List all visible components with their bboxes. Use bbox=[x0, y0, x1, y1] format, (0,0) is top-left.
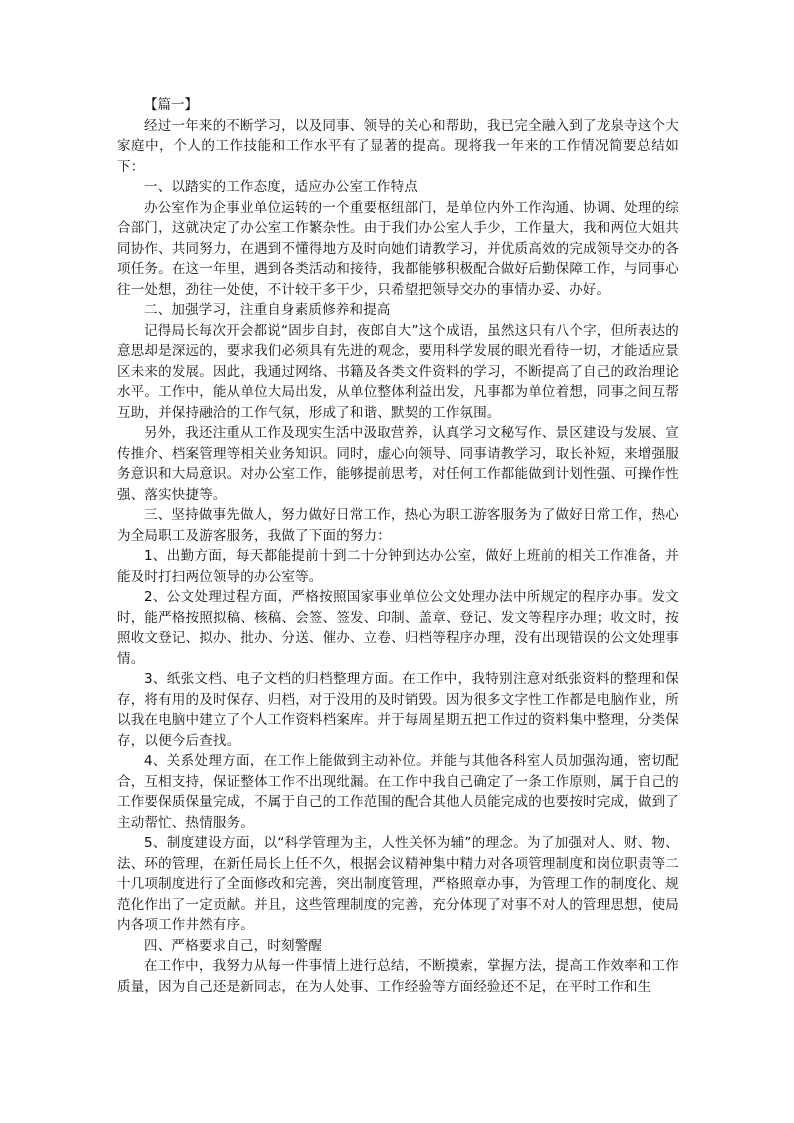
list-item-3: 3、纸张文档、电子文档的归档整理方面。在工作中，我特别注意对纸张资料的整理和保存，将有用的及时保存、归档，对于没用的及时销毁。因为很多文字性工作都是电脑作业，所以我在电脑中建立了个人工作资料档案库。并于每周星期五把工作过的资料集中整理，分类保存，以便今后查找。 bbox=[117, 671, 679, 749]
section-heading-4: 四、严格要求自己，时刻警醒 bbox=[144, 937, 323, 954]
section-heading-3: 三、坚持做事先做人，努力做好日常工作，热心为职工游客服务为了做好日常工作，热心为全局职工及游客服务，我做了下面的努力： bbox=[117, 507, 679, 544]
body-paragraph: 记得局长每次开会都说“固步自封，夜郎自大”这个成语，虽然这只有八个字，但所表达的意思却是深远的，要求我们必须具有先进的观念，要用科学发展的眼光看待一切，才能适应景区未来的发展。因此，我通过网络、书籍及各类文件资料的学习，不断提高了自己的政治理论水平。工作中，能从单位大局出发，从单位整体利益出发，凡事都为单位着想，同事之间互帮互助，并保持融洽的工作气氛，形成了和谐、默契的工作氛围。 bbox=[117, 322, 679, 421]
list-item-1: 1、出勤方面，每天都能提前十到二十分钟到达办公室，做好上班前的相关工作准备，并能及时打扫两位领导的办公室等。 bbox=[117, 548, 679, 585]
section-heading-2: 二、加强学习，注重自身素质修养和提高 bbox=[144, 302, 391, 318]
section-label: 【篇一】 bbox=[144, 97, 198, 113]
list-item-4: 4、关系处理方面，在工作上能做到主动补位。并能与其他各科室人员加强沟通，密切配合，互相支持，保证整体工作不出现纰漏。在工作中我自己确定了一条工作原则，属于自己的工作要保质保量完成，不属于自己的工作范围的配合其他人员能完成的也要按时完成，做到了主动帮忙、热情服务。 bbox=[117, 753, 679, 831]
body-paragraph: 在工作中，我努力从每一件事情上进行总结，不断摸索，掌握方法，提高工作效率和工作质量，因为自己还是新同志，在为人处事、工作经验等方面经验还不足，在平时工作和生 bbox=[117, 958, 679, 995]
body-paragraph: 另外，我还注重从工作及现实生活中汲取营养，认真学习文秘写作、景区建设与发展、宣传推介、档案管理等相关业务知识。同时，虚心向领导、同事请教学习，取长补短，来增强服务意识和大局意识。对办公室工作，能够提前思考，对任何工作都能做到计划性强、可操作性强、落实快捷等。 bbox=[117, 425, 679, 503]
document-page bbox=[117, 95, 679, 997]
list-item-5: 5、制度建设方面，以“科学管理为主，人性关怀为辅”的理念。为了加强对人、财、物、法、环的管理，在新任局长上任不久，根据会议精神集中精力对各项管理制度和岗位职责等二十几项制度进行了全面修改和完善，突出制度管理，严格照章办事，为管理工作的制度化、规范化作出了一定贡献。并且，这些管理制度的完善，充分体现了对事不对人的管理思想，使局内各项工作井然有序。 bbox=[117, 835, 679, 933]
intro-paragraph: 经过一年来的不断学习，以及同事、领导的关心和帮助，我已完全融入到了龙泉寺这个大家庭中，个人的工作技能和工作水平有了显著的提高。现将我一年来的工作情况简要总结如下： bbox=[117, 117, 679, 175]
list-item-2: 2、公文处理过程方面，严格按照国家事业单位公文处理办法中所规定的程序办事。发文时，能严格按照拟稿、核稿、会签、签发、印制、盖章、登记、发文等程序办理；收文时，按照收文登记、拟办、批办、分送、催办、立卷、归档等程序办理，没有出现错误的公文处理事情。 bbox=[117, 589, 679, 667]
body-paragraph: 办公室作为企事业单位运转的一个重要枢纽部门，是单位内外工作沟通、协调、处理的综合部门，这就决定了办公室工作繁杂性。由于我们办公室人手少，工作量大，我和两位大姐共同协作、共同努力，在遇到不懂得地方及时向她们请教学习，并优质高效的完成领导交办的各项任务。在这一年里，遇到各类活动和接待，我都能够积极配合做好后勤保障工作，与同事心往一处想，劲往一处使，不计较干多干少，只希望把领导交办的事情办妥、办好。 bbox=[117, 199, 679, 298]
section-heading-1: 一、以踏实的工作态度，适应办公室工作特点 bbox=[144, 179, 418, 195]
